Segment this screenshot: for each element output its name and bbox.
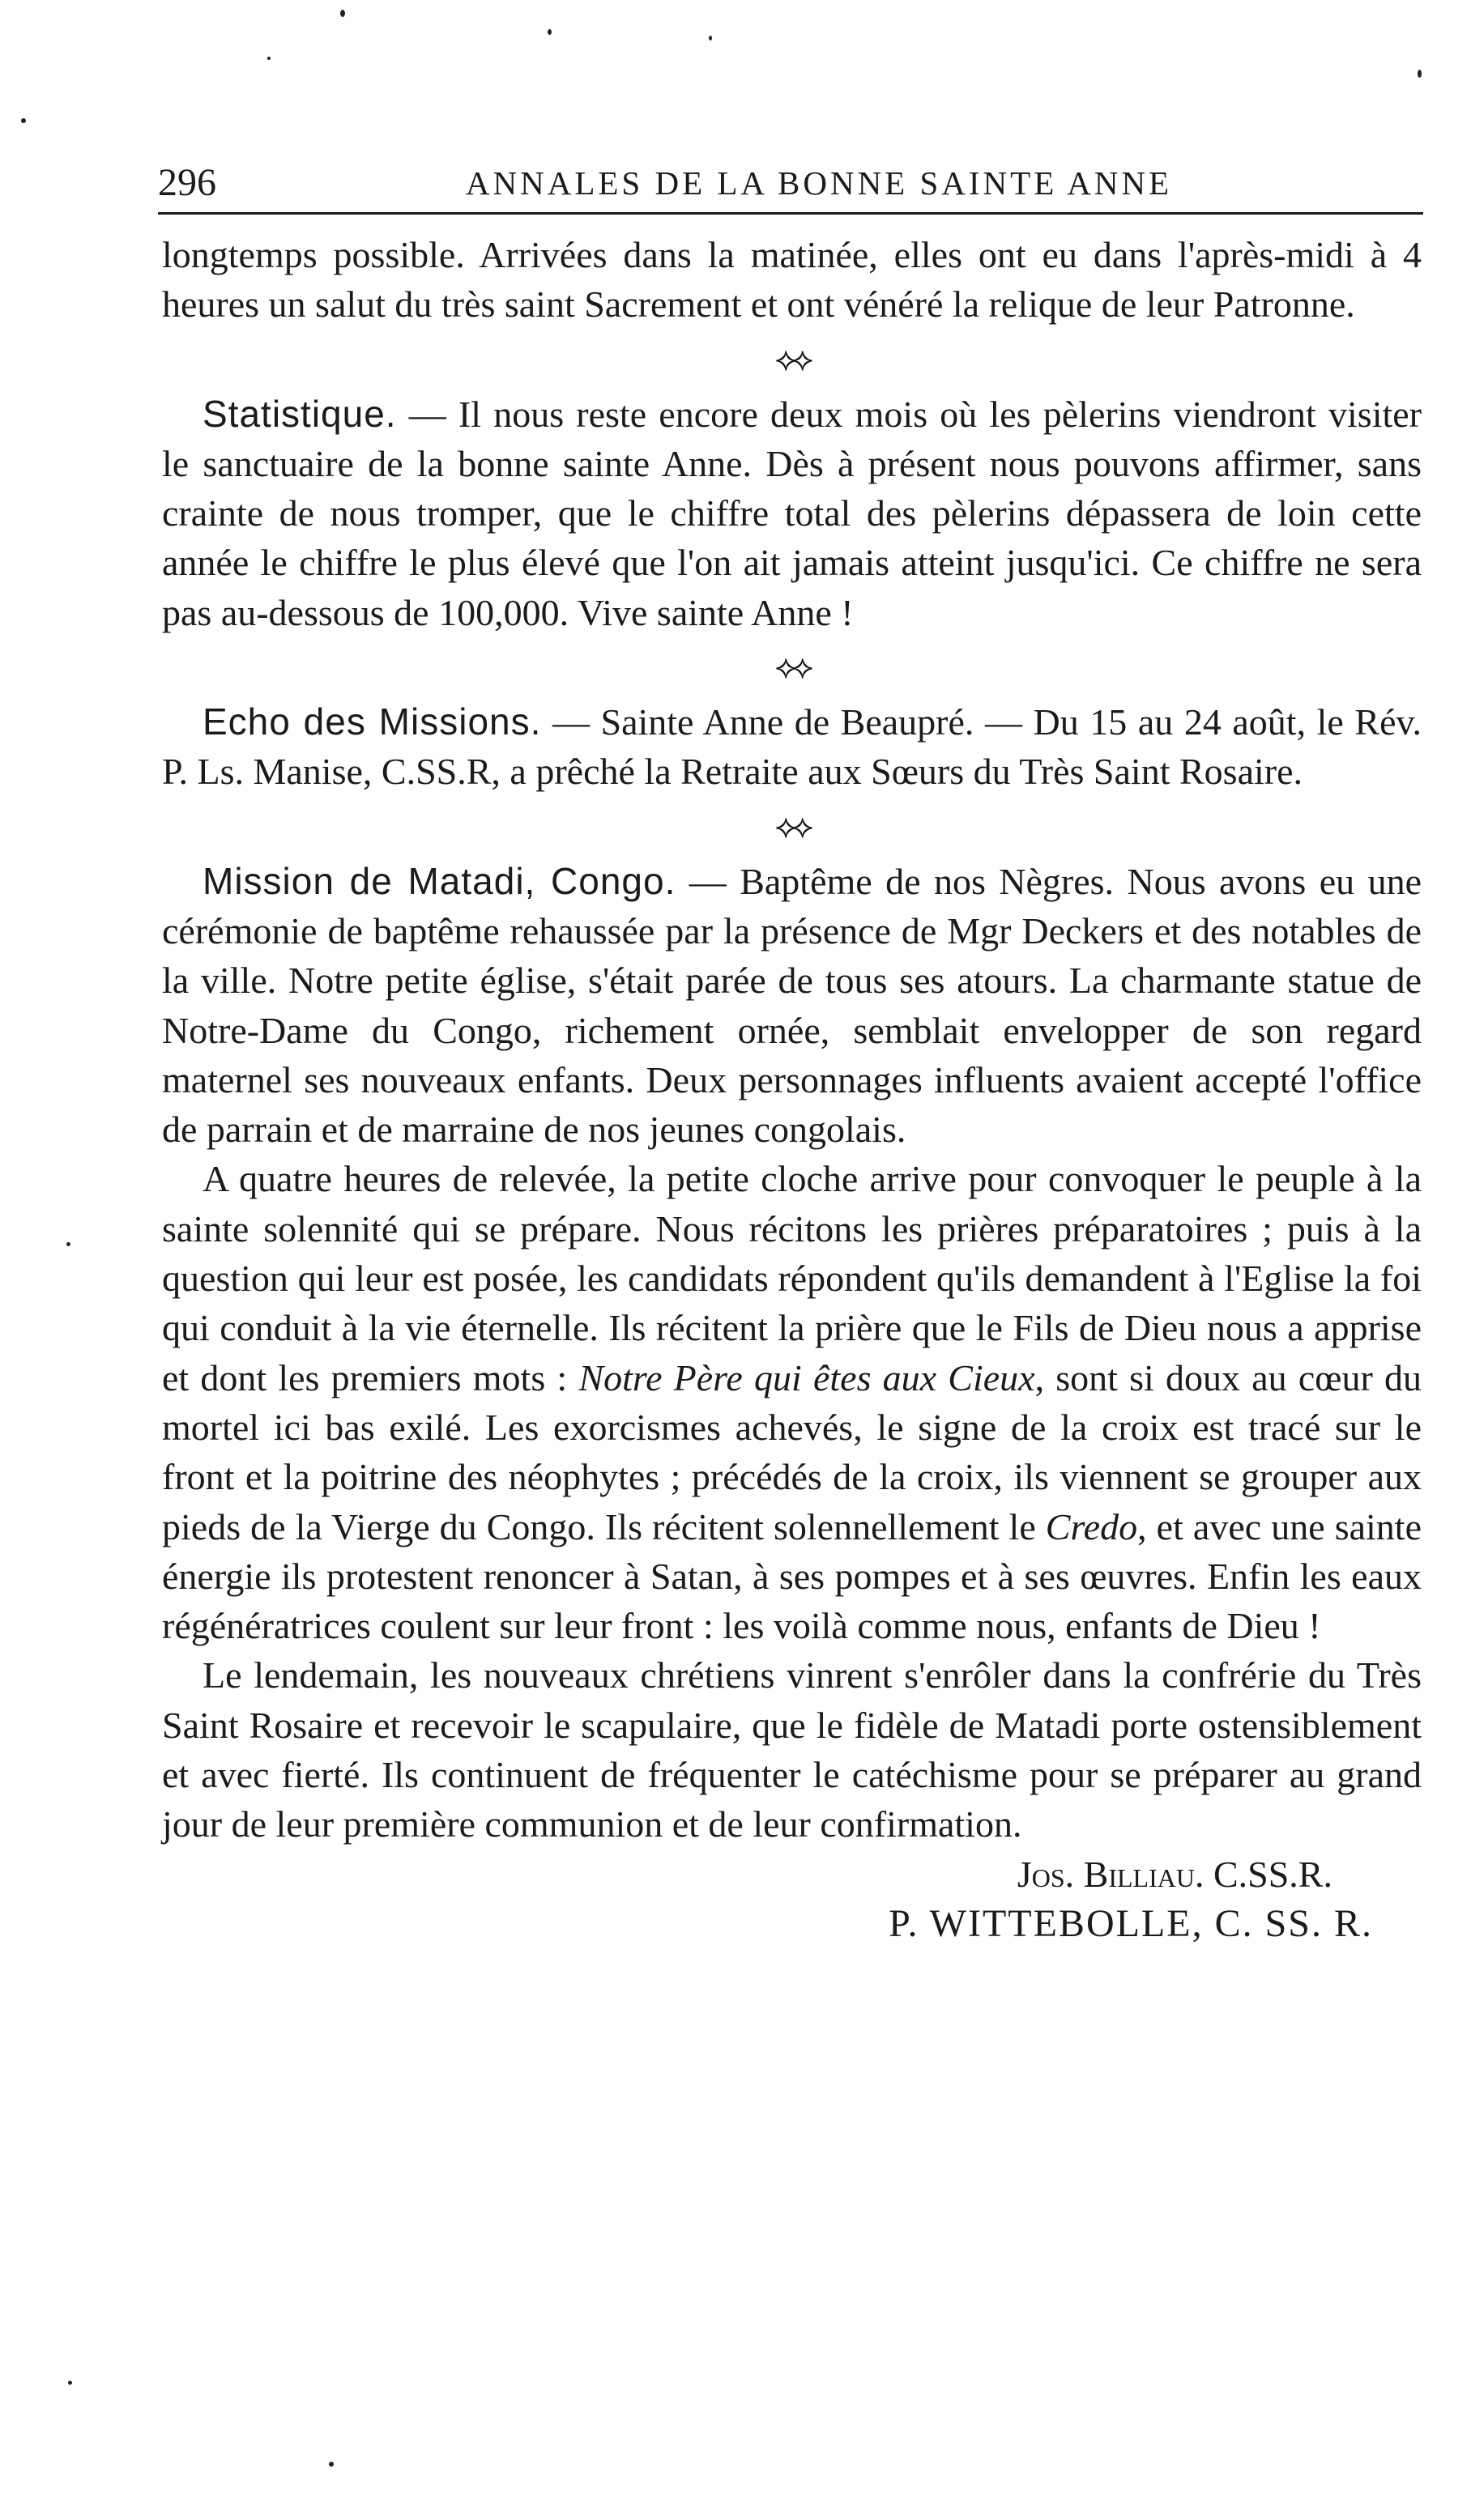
- signature-billiau: Jos. Billiau. C.SS.R.: [1017, 1853, 1332, 1895]
- paragraph-text: — Baptême de nos Nègres. Nous avons eu une cérémonie de baptême rehaussée par la présence de Mgr Deckers et des notables de la ville. Notre petite église, s'était parée de tous ses atours. La charmante statue de Notre-Dame du Congo, richement ornée, semblait envelopper de son regard maternel ses nouveaux enfants. Deux personnages influents avaient accepté l'office de parrain et de marraine de nos jeunes congolais.: [162, 860, 1422, 1151]
- ink-speck: [709, 36, 712, 40]
- paragraph-text: — Il nous reste encore deux mois où les pèlerins viendront visiter le sanctuaire de la bonne sainte Anne. Dès à présent nous pouvons affirmer, sans crainte de nous tromper, que le chiffre total des pèlerins dépassera de loin cette année le chiffre le plus élevé que l'on ait jamais atteint jusqu'ici. Ce chiffre ne sera pas au-dessous de 100,000. Vive sainte Anne !: [162, 393, 1422, 633]
- signature-wittebolle: P. WITTEBOLLE, C. SS. R.: [889, 1901, 1373, 1945]
- ink-speck: [68, 2381, 72, 2385]
- ornament-divider: ⟡⟡: [775, 807, 808, 845]
- section-heading-echo-des-missions: Echo des Missions.: [203, 700, 542, 743]
- italic-quote: Notre Père qui êtes aux Cieux: [578, 1356, 1035, 1398]
- paragraph-text: , sont si doux au cœur du mortel ici bas exilé. Les exorcismes achevés, le signe de la croix est tracé sur le front et la poitrine des néophytes ; précédés de la croix, ils viennent se grouper aux pieds de la Vierge du Congo. Ils récitent solennellement le: [162, 1356, 1422, 1547]
- paragraph-mission-matadi: [162, 857, 1422, 1155]
- section-heading-mission-matadi: Mission de Matadi, Congo.: [203, 859, 676, 902]
- paragraph-text: A quatre heures de relevée, la petite cloche arrive pour convoquer le peuple à la sainte solennité qui se prépare. Nous récitons les prières préparatoires ; puis à la question qui leur est posée, les candidats répondent qu'ils demandent à l'Eglise la foi qui conduit à la vie éternelle. Ils récitent la prière que le Fils de Dieu nous a apprise et dont les premiers mots :: [162, 1158, 1422, 1398]
- page-header: [158, 154, 1423, 215]
- page-number: 296: [158, 161, 216, 204]
- ink-speck: [1418, 70, 1422, 78]
- paragraph-text: — Sainte Anne de Beaupré. — Du 15 au 24 août, le Rév. P. Ls. Manise, C.SS.R, a prêché la Retraite aux Sœurs du Très Saint Rosaire.: [162, 701, 1422, 793]
- paragraph-lendemain: Le lendemain, les nouveaux chrétiens vinrent s'enrôler dans la confrérie du Très Saint Rosaire et recevoir le scapulaire, que le fidèle de Matadi porte ostensiblement et avec fierté. Ils continuent de fréquenter le catéchisme pour se préparer au grand jour de leur première communion et de leur confirmation.: [162, 1654, 1422, 1845]
- paragraph-continuation: longtemps possible. Arrivées dans la matinée, elles ont eu dans l'après-midi à 4 heures un salut du très saint Sacrement et ont vénéré la relique de leur Patronne.: [162, 234, 1422, 326]
- ink-speck: [548, 29, 552, 35]
- paragraph-text: , et avec une sainte énergie ils protestent renoncer à Satan, à ses pompes et à ses œuvres. Enfin les eaux régénératrices coulent sur leur front : les voilà comme nous, enfants de Dieu !: [162, 1505, 1422, 1647]
- paragraph-statistique: [162, 389, 1422, 637]
- paragraph-bapteme: [162, 1154, 1422, 1650]
- ink-speck: [329, 2462, 334, 2467]
- paragraph-echo-des-missions: [162, 697, 1422, 797]
- ink-speck: [340, 10, 345, 17]
- ink-speck: [66, 1242, 70, 1246]
- ink-speck: [21, 118, 26, 123]
- ornament-divider: ⟡⟡: [775, 649, 808, 686]
- section-heading-statistique: Statistique.: [203, 392, 397, 435]
- italic-credo: Credo: [1045, 1505, 1138, 1547]
- page-body: [162, 230, 1422, 1948]
- ornament-divider: ⟡⟡: [775, 340, 808, 377]
- running-title: ANNALES DE LA BONNE SAINTE ANNE: [465, 164, 1173, 202]
- ink-speck: [267, 57, 271, 60]
